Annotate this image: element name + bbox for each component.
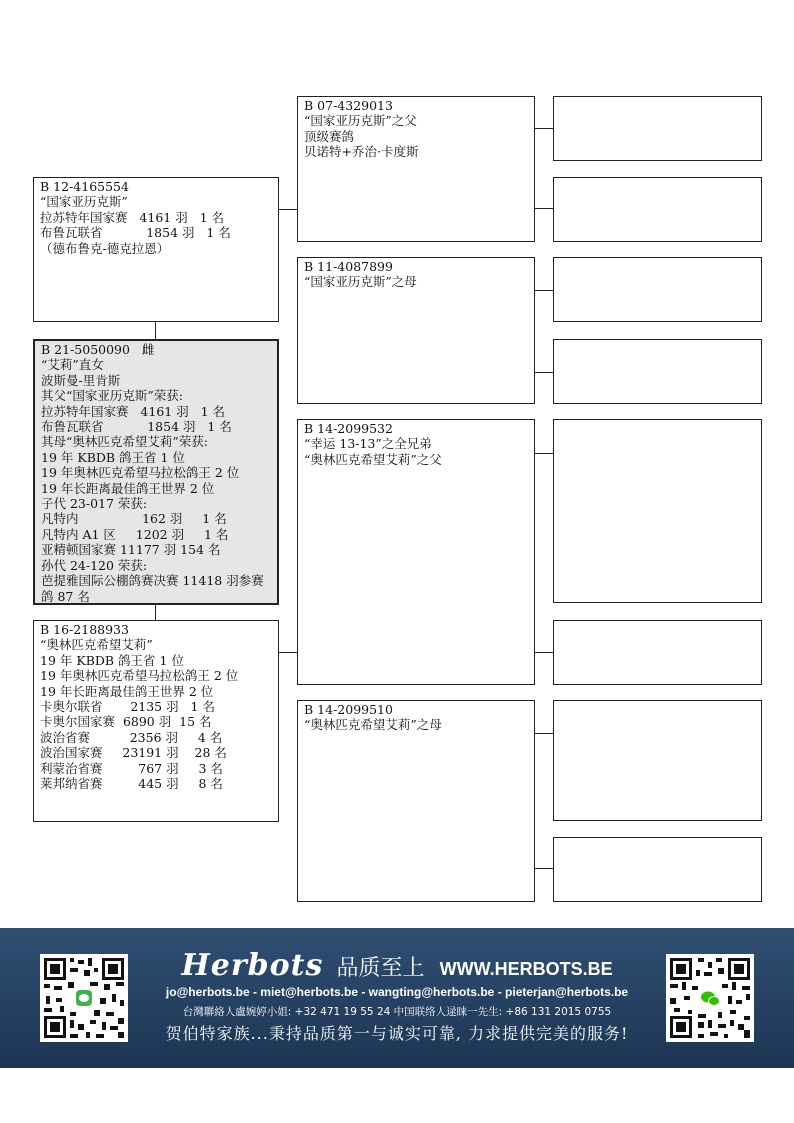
connector-dd-children-2 bbox=[534, 868, 554, 869]
brand-tagline: 品质至上 bbox=[336, 956, 425, 981]
connector-ds-children-2 bbox=[534, 652, 554, 653]
main-result: 亚精顿国家赛 11177 羽 154 名 bbox=[41, 542, 221, 558]
pedigree-box-sire bbox=[33, 177, 279, 322]
wechat-icon bbox=[699, 988, 721, 1008]
dam-dam-ring: B 14-2099510 bbox=[304, 702, 393, 717]
contact-emails[interactable]: jo@herbots.be - miet@herbots.be - wangting@herbots.be - pieterjan@herbots.be bbox=[165, 985, 629, 999]
main-grandchild-heading: 孙代 24-120 荣获: bbox=[41, 557, 148, 573]
dam-result: 19 年长距离最佳鸽王世界 2 位 bbox=[40, 683, 214, 699]
sire-ring: B 12-4165554 bbox=[40, 179, 129, 194]
dam-result: 19 年 KBDB 鸽王省 1 位 bbox=[40, 652, 184, 668]
main-sire-heading: 其父“国家亚历克斯”荣获: bbox=[41, 388, 183, 404]
pedigree-box-gen3-6 bbox=[553, 620, 762, 685]
pedigree-box-dam-dam bbox=[297, 700, 535, 902]
sire-sire-note: 顶级赛鸽 bbox=[304, 128, 355, 144]
connector-sd-children bbox=[534, 290, 554, 291]
dam-ring: B 16-2188933 bbox=[40, 622, 129, 637]
dam-result: 波治省赛 2356 羽 4 名 bbox=[40, 729, 223, 745]
qr-code-wechat[interactable] bbox=[666, 954, 754, 1042]
connector-sd-children-2 bbox=[534, 372, 554, 373]
main-result: 布鲁瓦联省 1854 羽 1 名 bbox=[41, 419, 232, 435]
pedigree-box-main bbox=[33, 339, 279, 605]
dam-sire-ring: B 14-2099532 bbox=[304, 421, 393, 436]
connector-sire-main bbox=[155, 321, 156, 339]
connector-ds-children bbox=[534, 453, 554, 454]
dam-name: “奥林匹克希望艾莉” bbox=[40, 637, 153, 653]
main-result: 凡特内 A1 区 1202 羽 1 名 bbox=[41, 526, 229, 542]
pedigree-box-sire-dam bbox=[297, 257, 535, 404]
main-result: 19 年奥林匹克希望马拉松鸽王 2 位 bbox=[41, 465, 240, 481]
sire-breeder: （德布鲁克-德克拉恩） bbox=[40, 240, 170, 256]
connector-ss-children-2 bbox=[534, 208, 554, 209]
connector-ss-children bbox=[534, 128, 554, 129]
pedigree-box-gen3-3 bbox=[553, 257, 762, 322]
main-ring: B 21-5050090 雌 bbox=[41, 342, 155, 357]
dam-result: 卡奥尔联省 2135 羽 1 名 bbox=[40, 699, 215, 715]
main-result: 芭提雅国际公棚鸽赛决赛 11418 羽参赛鸽 87 名 bbox=[41, 573, 264, 604]
contact-phones: 台灣聯絡人盧婉婷小姐: +32 471 19 55 24 中国联络人逯睐一先生: +86 131 2015 0755 bbox=[182, 1006, 612, 1018]
footer-banner bbox=[0, 928, 794, 1068]
pedigree-box-dam bbox=[33, 620, 279, 822]
sire-name: “国家亚历克斯” bbox=[40, 194, 128, 210]
dam-result: 卡奥尔国家赛 6890 羽 15 名 bbox=[40, 714, 212, 730]
dam-result: 利蒙治省赛 767 羽 3 名 bbox=[40, 760, 223, 776]
dam-result: 19 年奥林匹克希望马拉松鸽王 2 位 bbox=[40, 668, 239, 684]
main-result: 凡特内 162 羽 1 名 bbox=[41, 511, 227, 527]
sire-sire-name: “国家亚历克斯”之父 bbox=[304, 113, 417, 129]
connector-dam-to-parents bbox=[278, 652, 298, 653]
sire-sire-breeder: 贝诺特+乔治·卡度斯 bbox=[304, 144, 419, 160]
pedigree-box-gen3-1 bbox=[553, 96, 762, 161]
dam-sire-note: “奥林匹克希望艾莉”之父 bbox=[304, 451, 442, 467]
dam-result: 波治国家赛 23191 羽 28 名 bbox=[40, 745, 227, 761]
pedigree-box-gen3-7 bbox=[553, 700, 762, 821]
pedigree-box-dam-sire bbox=[297, 419, 535, 685]
main-name: “艾莉”直女 bbox=[41, 357, 104, 373]
main-dam-heading: 其母“奥林匹克希望艾莉”荣获: bbox=[41, 434, 208, 450]
dam-result: 莱邦纳省赛 445 羽 8 名 bbox=[40, 776, 223, 792]
sire-result: 拉苏特年国家赛 4161 羽 1 名 bbox=[40, 209, 225, 225]
connector-main-dam bbox=[155, 604, 156, 620]
main-result: 拉苏特年国家赛 4161 羽 1 名 bbox=[41, 403, 226, 419]
footer-slogan: 贺伯特家族...秉持品质第一与诚实可靠, 力求提供完美的服务! bbox=[165, 1024, 629, 1043]
main-result: 19 年 KBDB 鸽王省 1 位 bbox=[41, 449, 185, 465]
connector-dd-children bbox=[534, 733, 554, 734]
pedigree-box-gen3-2 bbox=[553, 177, 762, 242]
pedigree-box-gen3-4 bbox=[553, 339, 762, 404]
website-link[interactable]: WWW.HERBOTS.BE bbox=[439, 959, 613, 979]
main-result: 19 年长距离最佳鸽王世界 2 位 bbox=[41, 480, 215, 496]
pedigree-box-gen3-8 bbox=[553, 837, 762, 902]
sire-sire-ring: B 07-4329013 bbox=[304, 98, 393, 113]
dam-sire-name: “幸运 13-13”之全兄弟 bbox=[304, 436, 432, 452]
main-breeder: 波斯曼-里肯斯 bbox=[41, 372, 121, 388]
dam-dam-name: “奥林匹克希望艾莉”之母 bbox=[304, 717, 442, 733]
pedigree-box-gen3-5 bbox=[553, 419, 762, 603]
sire-dam-name: “国家亚历克斯”之母 bbox=[304, 274, 417, 290]
connector-sire-to-parents bbox=[278, 209, 288, 210]
sire-dam-ring: B 11-4087899 bbox=[304, 259, 393, 274]
pedigree-box-sire-sire bbox=[297, 96, 535, 242]
sire-result: 布鲁瓦联省 1854 羽 1 名 bbox=[40, 225, 231, 241]
main-child-heading: 子代 23-017 荣获: bbox=[41, 496, 148, 512]
herbots-logo: Herbots bbox=[181, 948, 324, 983]
